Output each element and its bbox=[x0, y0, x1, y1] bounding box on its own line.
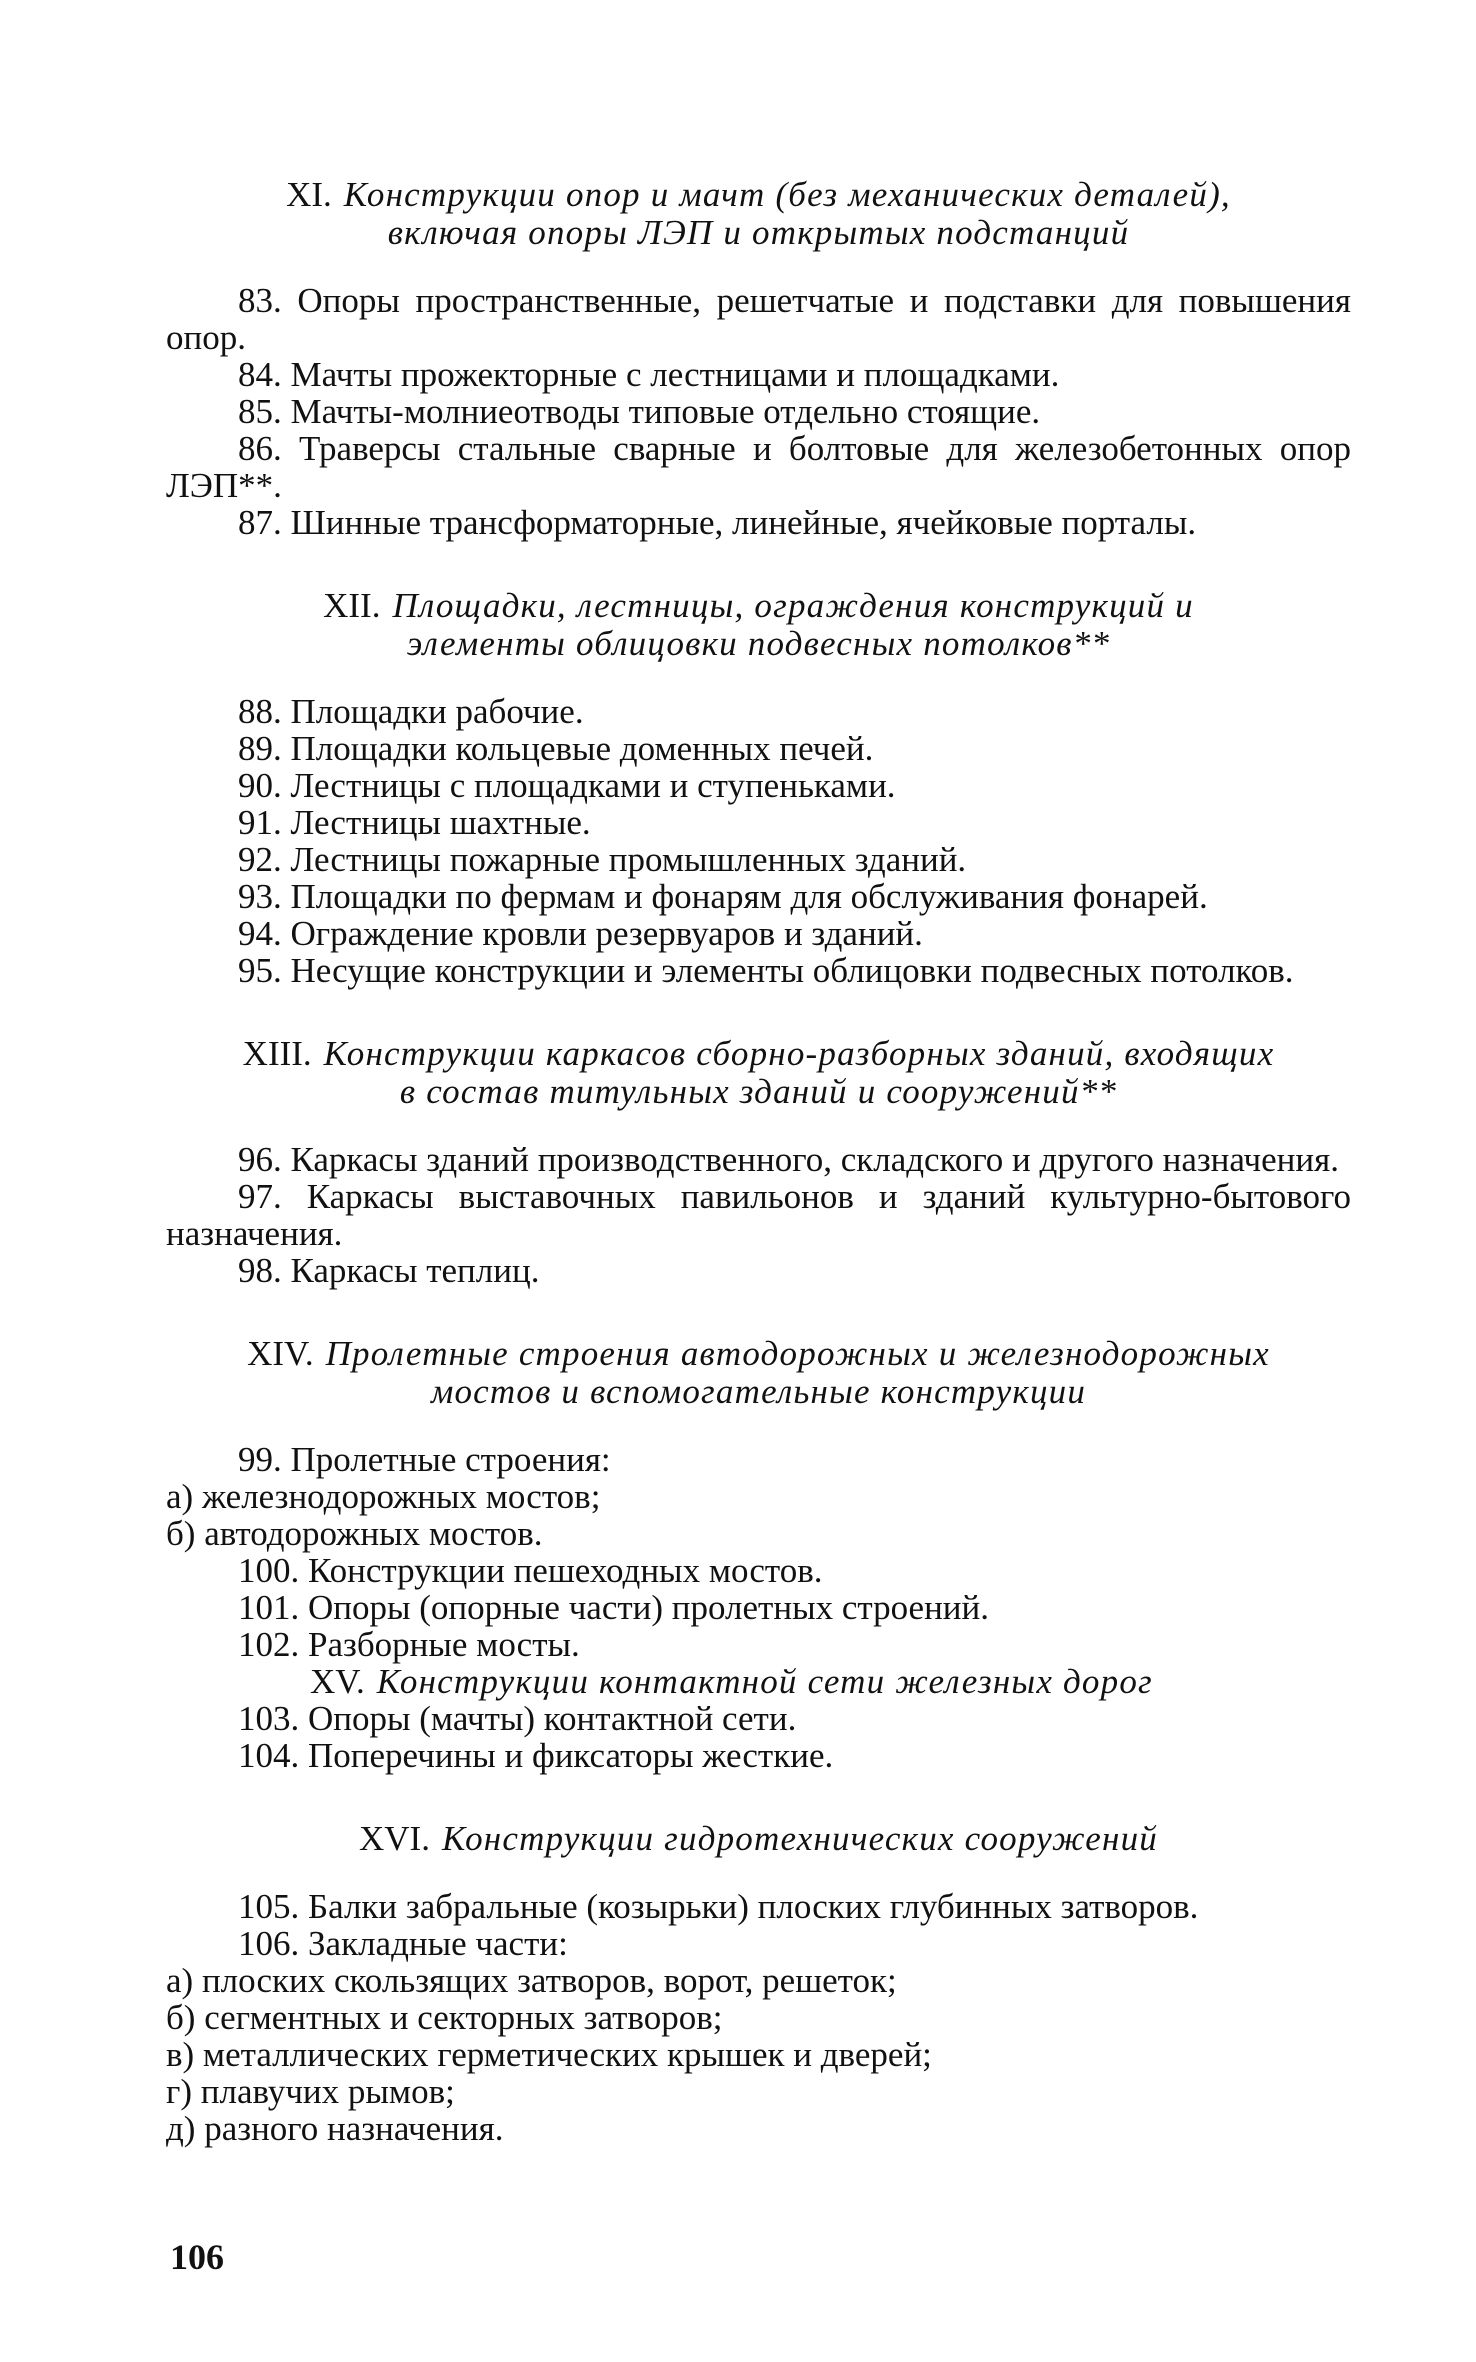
list-item: 83. Опоры пространственные, решетчатые и подставки для повышения опор. bbox=[166, 281, 1351, 357]
section-xii bbox=[166, 587, 1351, 989]
section-numeral: XI. bbox=[286, 175, 332, 214]
section-xiii bbox=[166, 1035, 1351, 1289]
sub-list-item: а) плоских скользящих затворов, ворот, решеток; bbox=[166, 1961, 897, 2000]
heading-line bbox=[166, 1035, 1351, 1073]
heading-text: элементы облицовки подвесных потолков** bbox=[406, 624, 1111, 663]
list-item: 85. Мачты-молниеотводы типовые отдельно стоящие. bbox=[238, 392, 1041, 431]
heading-text: включая опоры ЛЭП и открытых подстанций bbox=[387, 213, 1130, 252]
heading-text: Конструкции каркасов сборно-разборных зданий, входящих bbox=[323, 1034, 1275, 1073]
list-item: 103. Опоры (мачты) контактной сети. bbox=[238, 1699, 797, 1738]
list-item: 88. Площадки рабочие. bbox=[238, 692, 584, 731]
section-heading bbox=[166, 1335, 1351, 1411]
section-xv bbox=[166, 1663, 1351, 1774]
list-item: 100. Конструкции пешеходных мостов. bbox=[238, 1551, 823, 1590]
list-item: 87. Шинные трансформаторные, линейные, ячейковые порталы. bbox=[238, 503, 1197, 542]
list-item: 94. Ограждение кровли резервуаров и зданий. bbox=[238, 914, 923, 953]
sub-list-item: д) разного назначения. bbox=[166, 2109, 504, 2148]
section-heading bbox=[166, 1663, 1351, 1700]
list-item: 104. Поперечины и фиксаторы жесткие. bbox=[238, 1736, 834, 1775]
list-item: 95. Несущие конструкции и элементы облицовки подвесных потолков. bbox=[238, 951, 1294, 990]
list-item: 96. Каркасы зданий производственного, складского и другого назначения. bbox=[238, 1140, 1339, 1179]
section-heading bbox=[166, 176, 1351, 252]
heading-line bbox=[166, 587, 1351, 625]
heading-line bbox=[166, 1335, 1351, 1373]
section-heading bbox=[166, 587, 1351, 663]
heading-text: Пролетные строения автодорожных и железнодорожных bbox=[325, 1334, 1270, 1373]
sub-list-item: б) автодорожных мостов. bbox=[166, 1514, 543, 1553]
section-heading bbox=[166, 1820, 1351, 1858]
heading-text: Площадки, лестницы, ограждения конструкций и bbox=[392, 586, 1194, 625]
list-item: 93. Площадки по фермам и фонарям для обслуживания фонарей. bbox=[238, 877, 1208, 916]
list-item: 84. Мачты прожекторные с лестницами и площадками. bbox=[238, 355, 1060, 394]
list-item: 99. Пролетные строения: bbox=[238, 1440, 611, 1479]
list-item: 89. Площадки кольцевые доменных печей. bbox=[238, 729, 874, 768]
heading-line bbox=[166, 1820, 1351, 1858]
sub-list-item: в) металлических герметических крышек и дверей; bbox=[166, 2035, 932, 2074]
sub-list-item: г) плавучих рымов; bbox=[166, 2072, 455, 2111]
list-item: 92. Лестницы пожарные промышленных зданий. bbox=[238, 840, 967, 879]
page-content bbox=[166, 176, 1351, 2147]
list-item: 98. Каркасы теплиц. bbox=[238, 1251, 540, 1290]
list-item: 91. Лестницы шахтные. bbox=[238, 803, 591, 842]
section-numeral: XIV. bbox=[247, 1334, 314, 1373]
section-numeral: XV. bbox=[310, 1662, 365, 1701]
list-item: 102. Разборные мосты. bbox=[238, 1625, 580, 1664]
list-item: 97. Каркасы выставочных павильонов и зданий культурно-бытового назначения. bbox=[166, 1177, 1351, 1253]
list-item: 90. Лестницы с площадками и ступеньками. bbox=[238, 766, 896, 805]
page-number: 106 bbox=[170, 2237, 224, 2277]
heading-text: в состав титульных зданий и сооружений** bbox=[399, 1072, 1118, 1111]
section-xi bbox=[166, 176, 1351, 541]
list-item: 86. Траверсы стальные сварные и болтовые для железобетонных опор ЛЭП**. bbox=[166, 429, 1351, 505]
heading-text: Конструкции контактной сети железных дорог bbox=[376, 1662, 1153, 1701]
heading-text: мостов и вспомогательные конструкции bbox=[430, 1372, 1087, 1411]
section-numeral: XVI. bbox=[359, 1819, 430, 1858]
list-item: 101. Опоры (опорные части) пролетных строений. bbox=[238, 1588, 990, 1627]
section-numeral: XIII. bbox=[242, 1034, 312, 1073]
heading-line bbox=[166, 176, 1351, 214]
heading-text: Конструкции опор и мачт (без механических деталей), bbox=[343, 175, 1231, 214]
section-xiv bbox=[166, 1335, 1351, 1663]
heading-text: Конструкции гидротехнических сооружений bbox=[441, 1819, 1158, 1858]
sub-list-item: а) железнодорожных мостов; bbox=[166, 1477, 601, 1516]
list-item: 105. Балки забральные (козырьки) плоских глубинных затворов. bbox=[238, 1887, 1199, 1926]
section-xvi bbox=[166, 1820, 1351, 2147]
section-heading bbox=[166, 1035, 1351, 1111]
sub-list-item: б) сегментных и секторных затворов; bbox=[166, 1998, 723, 2037]
section-numeral: XII. bbox=[323, 586, 381, 625]
list-item: 106. Закладные части: bbox=[238, 1924, 568, 1963]
